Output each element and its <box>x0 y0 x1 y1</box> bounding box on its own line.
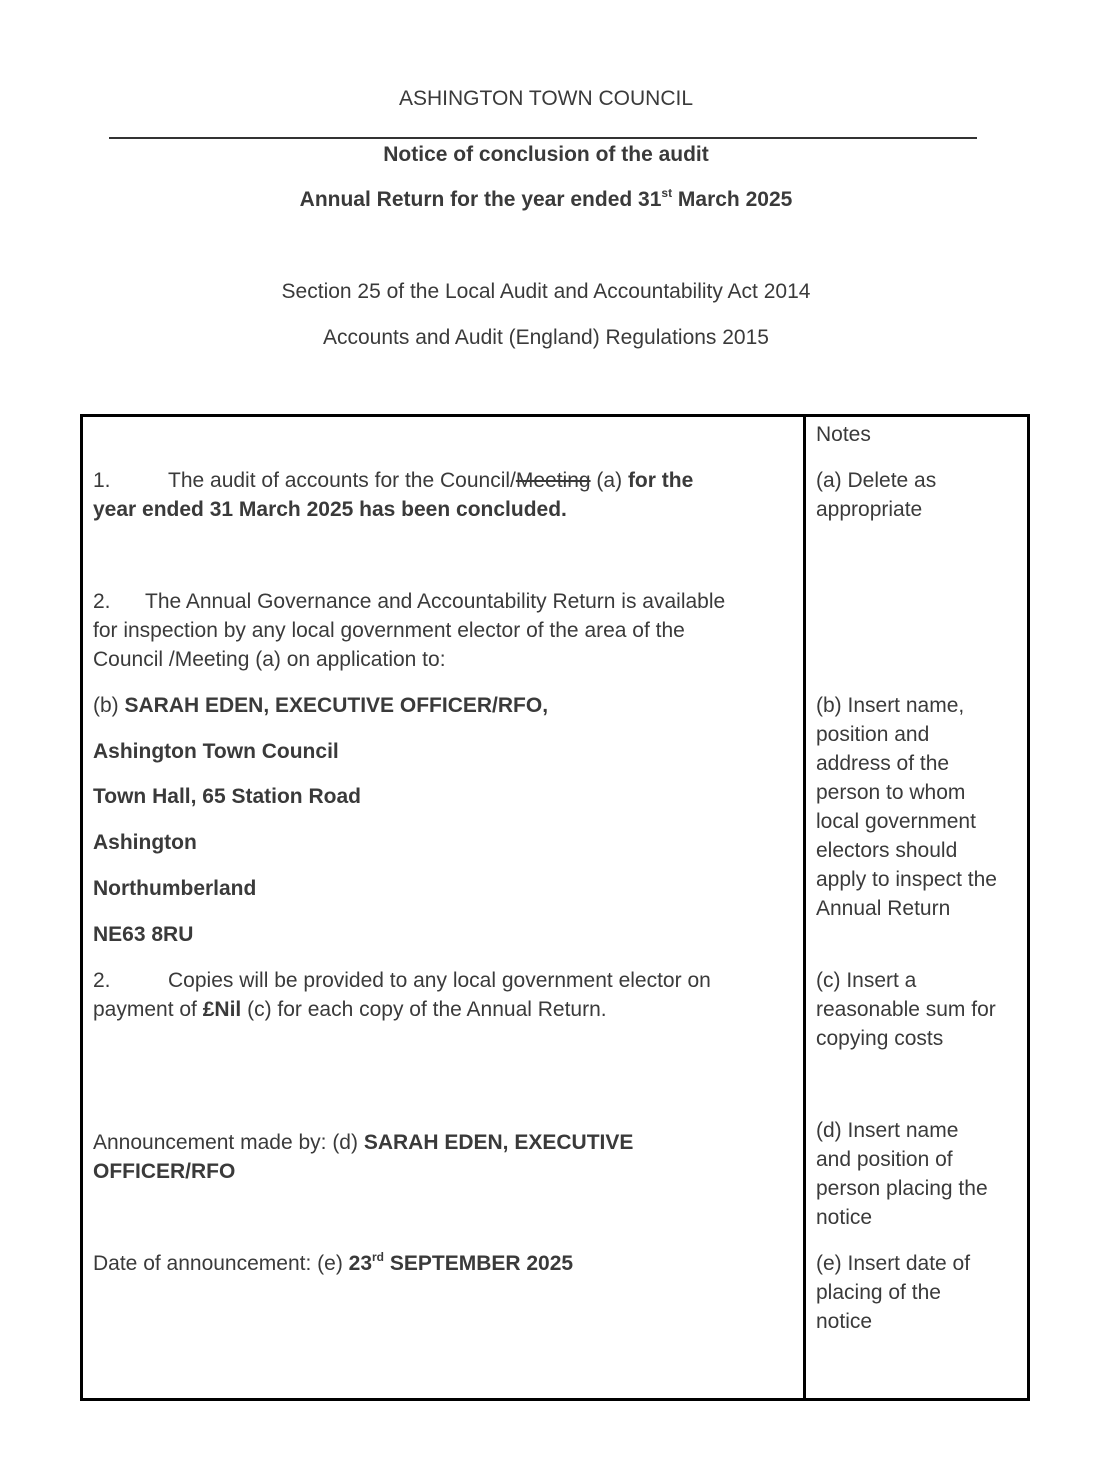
p1-bold-a: for the <box>627 469 694 492</box>
legislation-line-2: Accounts and Audit (England) Regulations 2015 <box>323 326 769 349</box>
note-d-line-2: and position of <box>816 1148 953 1171</box>
p1-text: The audit of accounts for the Council/ <box>168 469 516 492</box>
note-b-line-1: (b) Insert name, <box>816 694 965 717</box>
note-c-line-2: reasonable sum for <box>816 998 996 1021</box>
address-line-2: Town Hall, 65 Station Road <box>93 785 361 808</box>
header-rule <box>109 137 977 139</box>
note-b-line-8: Annual Return <box>816 897 951 920</box>
address-line-3: Ashington <box>93 831 197 854</box>
note-b-line-5: local government <box>816 810 976 833</box>
p2-line-2: for inspection by any local government elector of the area of the <box>93 619 685 642</box>
return-suffix: March 2025 <box>672 188 793 211</box>
date-sup: rd <box>372 1250 385 1264</box>
p1-ref: (a) <box>590 469 628 492</box>
note-b-line-7: apply to inspect the <box>816 868 997 891</box>
note-e-line-2: placing of the <box>816 1281 941 1304</box>
p1-bold-b: year ended 31 March 2025 has been concluded. <box>93 498 567 521</box>
note-c <box>816 966 1021 1053</box>
note-e-line-3: notice <box>816 1310 873 1333</box>
announce-prefix: Announcement made by: (d) <box>93 1131 364 1154</box>
announcer-bold-2: OFFICER/RFO <box>93 1160 236 1183</box>
address-postcode: NE63 8RU <box>93 923 194 946</box>
p3-post: (c) for each copy of the Annual Return. <box>241 998 607 1021</box>
p2-number: 2. <box>93 590 111 613</box>
note-b <box>816 691 1021 923</box>
notes-heading: Notes <box>816 423 871 446</box>
announcement-date <box>93 1249 793 1278</box>
date-prefix: Date of announcement: (e) <box>93 1252 349 1275</box>
note-d-line-3: person placing the <box>816 1177 988 1200</box>
return-prefix: Annual Return for the year ended 31 <box>299 188 662 211</box>
note-c-line-3: copying costs <box>816 1027 944 1050</box>
note-d-line-1: (d) Insert name <box>816 1119 959 1142</box>
contact-name-line <box>93 691 793 720</box>
council-name: ASHINGTON TOWN COUNCIL <box>398 87 694 110</box>
legislation-line-1: Section 25 of the Local Audit and Accountability Act 2014 <box>281 280 811 303</box>
date-day: 23 <box>348 1252 373 1275</box>
note-a-line-1: (a) Delete as <box>816 469 937 492</box>
note-a <box>816 466 1021 524</box>
note-d-line-4: notice <box>816 1206 873 1229</box>
address-line-1: Ashington Town Council <box>93 740 339 763</box>
date-rest: SEPTEMBER 2025 <box>384 1252 574 1275</box>
note-e-line-1: (e) Insert date of <box>816 1252 971 1275</box>
address-line-4: Northumberland <box>93 877 257 900</box>
paragraph-1 <box>93 466 793 524</box>
note-b-line-2: position and <box>816 723 930 746</box>
note-e <box>816 1249 1021 1336</box>
copy-fee: £Nil <box>202 998 242 1021</box>
notice-title: Notice of conclusion of the audit <box>383 143 709 166</box>
b-prefix: (b) <box>93 694 125 717</box>
p2-line-1: The Annual Governance and Accountability Return is available <box>145 590 726 613</box>
p3-pre: payment of <box>93 998 203 1021</box>
note-d <box>816 1116 1021 1232</box>
contact-name: SARAH EDEN, EXECUTIVE OFFICER/RFO, <box>124 694 549 717</box>
announcement-made-by <box>93 1128 793 1186</box>
p3-number: 2. <box>93 969 111 992</box>
note-a-line-2: appropriate <box>816 498 923 521</box>
announcer-bold-1: SARAH EDEN, EXECUTIVE <box>363 1131 634 1154</box>
p2-line-3: Council /Meeting (a) on application to: <box>93 648 446 671</box>
note-b-line-6: electors should <box>816 839 958 862</box>
p1-number: 1. <box>93 469 111 492</box>
paragraph-2 <box>93 587 793 674</box>
p1-strikethrough: Meeting <box>515 469 591 492</box>
annual-return-title <box>0 188 1092 212</box>
p3-line-1: Copies will be provided to any local government elector on <box>168 969 711 992</box>
note-b-line-4: person to whom <box>816 781 966 804</box>
return-sup: st <box>661 186 673 200</box>
paragraph-3 <box>93 966 793 1024</box>
column-divider <box>803 414 806 1401</box>
note-c-line-1: (c) Insert a <box>816 969 917 992</box>
note-b-line-3: address of the <box>816 752 950 775</box>
